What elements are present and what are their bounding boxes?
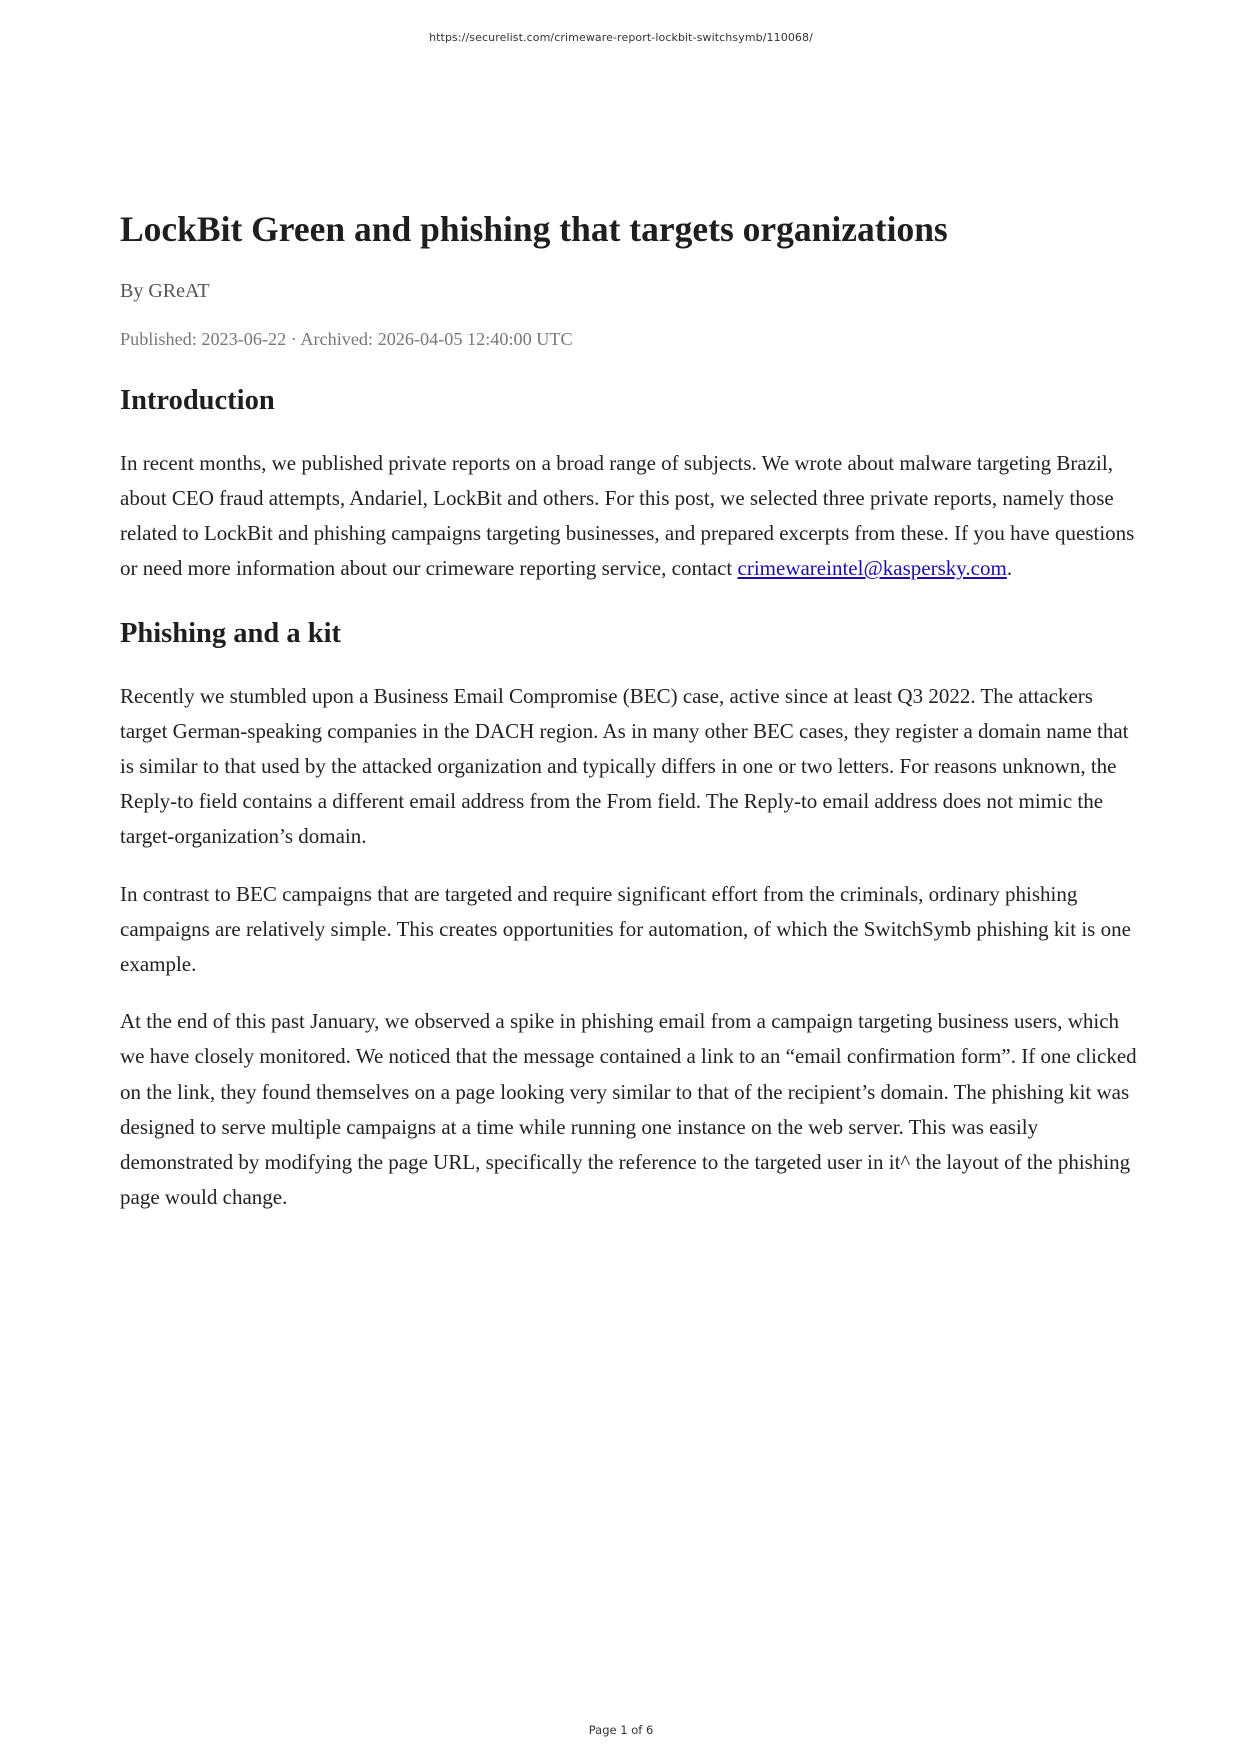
phishing-automation-paragraph: In contrast to BEC campaigns that are targeted and require significant effort from the criminals, ordinary phishing campaigns are relatively simple. This creates opportunities for automation, of which the SwitchSymb phishing kit is one example. (120, 881, 1131, 977)
intro-text: In recent months, we published private reports on a broad range of subjects. We wrote about malware targeting Brazil, about CEO fraud attempts, Andariel, LockBit and others. For this post, we selected three private reports, namely those related to LockBit and phishing campaigns targeting businesses, and prepared excerpts from these. If you have questions or need more information about our crimeware reporting service, contact (120, 450, 1135, 581)
article-title: LockBit Green and phishing that targets organizations (120, 209, 948, 249)
contact-email-link[interactable]: crimewareintel@kaspersky.com (737, 556, 1007, 581)
section-heading-phishing-kit: Phishing and a kit (120, 618, 341, 650)
article (120, 208, 1140, 1215)
page-url: https://securelist.com/crimeware-report-lockbit-switchsymb/110068/ (429, 31, 813, 44)
intro-text-end: . (1006, 556, 1013, 581)
bec-paragraph: Recently we stumbled upon a Business Email Compromise (BEC) case, active since at least Q3 2022. The attackers target German-speaking companies in the DACH region. As in many other BEC cases, they register a domain name that is similar to that used by the attacked organization and typically differs in one or two letters. For reasons unknown, the Reply-to field contains a different email address from the From field. The Reply-to email address does not mimic the target-organization’s domain. (120, 683, 1129, 849)
article-byline: By GReAT (120, 279, 210, 302)
switchsymb-paragraph: At the end of this past January, we observed a spike in phishing email from a campaign targeting business users, which we have closely monitored. We noticed that the message contained a link to an “email confirmation form”. If one clicked on the link, they found themselves on a page looking very similar to that of the recipient’s domain. The phishing kit was designed to serve multiple campaigns at a time while running one instance on the web server. This was easily demonstrated by modifying the page URL, specifically the reference to the targeted user in it^ the layout of the phishing page would change. (120, 1009, 1137, 1210)
intro-paragraph (120, 446, 1140, 587)
article-meta: Published: 2023-06-22 · Archived: 2026-04-05 12:40:00 UTC (120, 328, 573, 349)
page-number: Page 1 of 6 (588, 1723, 654, 1737)
section-heading-introduction: Introduction (120, 385, 275, 417)
